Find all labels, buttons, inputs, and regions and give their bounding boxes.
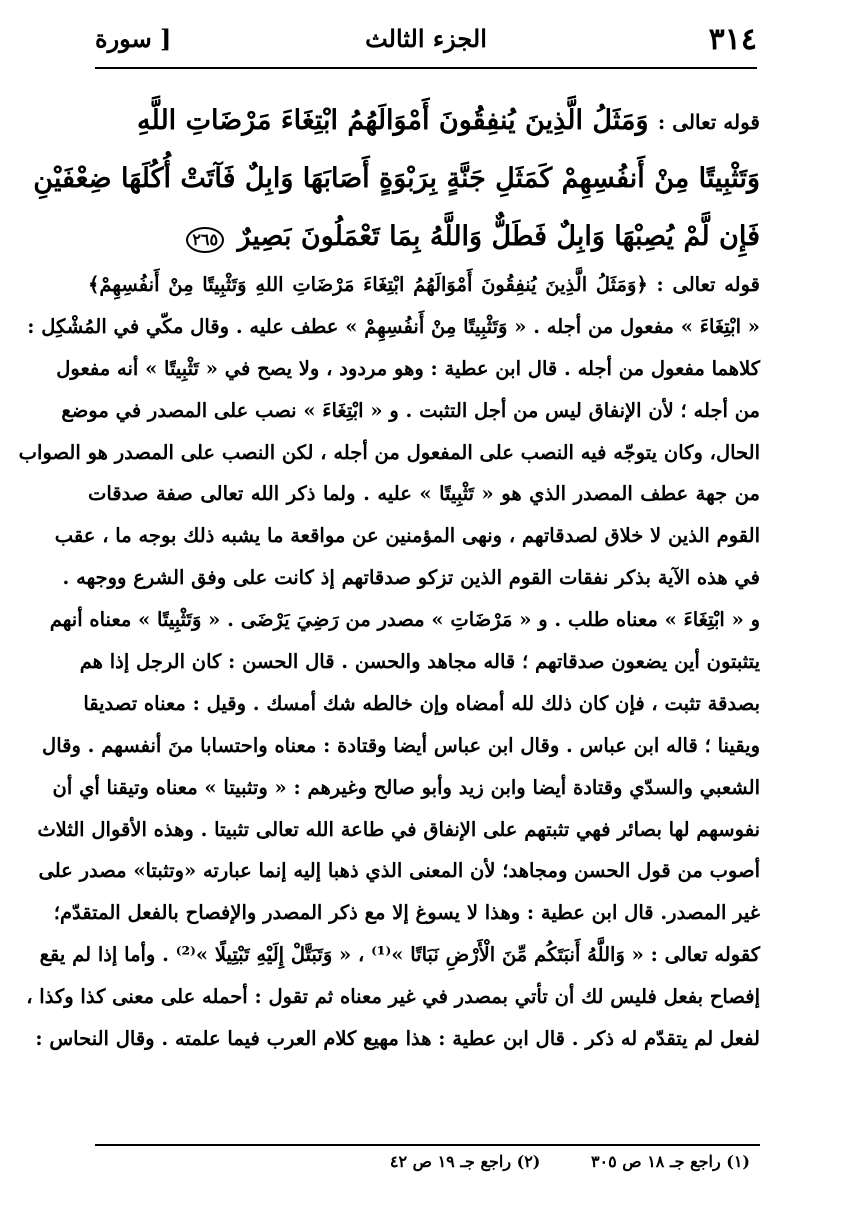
footnote: (١) راجع جـ ١٨ ص ٣٠٥ — [590, 1152, 750, 1171]
text-line: ويقينا ؛ قاله ابن عباس . وقال ابن عباس أيضا وقتادة : معناه واحتسابا منَ أنفسهم . وقال — [42, 733, 760, 757]
header-divider — [95, 67, 757, 69]
verse-line — [88, 92, 760, 150]
verse-text: وَمَثَلُ الَّذِينَ يُنفِقُونَ أَمْوَالَهُمُ ابْتِغَاءَ مَرْضَاتِ اللَّهِ — [137, 105, 649, 136]
section-label: [ سورة — [95, 24, 172, 53]
verse-text: فَإِن لَّمْ يُصِبْهَا وَابِلٌ فَطَلٌّ وَاللَّهُ بِمَا تَعْمَلُونَ بَصِيرٌ — [237, 221, 760, 252]
text-line: نفوسهم لها بصائر فهي تثبتهم على الإنفاق في طاعة الله تعالى تثبيتا . وهذه الأقوال الثلاث — [37, 817, 760, 841]
text-line: بصدقة تثبت ، فإن كان ذلك لله أمضاه وإن خالطه شك أمسك . وقيل : معناه تصديقا — [83, 691, 760, 715]
text-line: كقوله تعالى : « وَاللَّهُ أَنبَتَكُم مِّنَ الْأَرْضِ نَبَاتًا »⁽¹⁾ ، « وَتَبَتَّلْ إِلَيْهِ تَبْتِيلًا »⁽²⁾ . وأما إذا لم يقع — [39, 943, 760, 967]
footnote: (٢) راجع جـ ١٩ ص ٤٢ — [389, 1152, 541, 1171]
text-line: أصوب من قول الحسن ومجاهد؛ لأن المعنى الذي ذهبا إليه إنما عبارته «وتثبتا» مصدر على — [38, 859, 760, 883]
commentary-text — [18, 264, 760, 1060]
text-line: الحال، وكان يتوجّه فيه النصب على المفعول من أجله ، لكن النصب على المصدر هو الصواب — [18, 440, 760, 464]
running-title: الجزء الثالث — [365, 24, 487, 53]
text-line: لفعل لم يتقدّم له ذكر . قال ابن عطية : هذا مهيع كلام العرب فيما علمته . وقال النحاس : — [35, 1027, 760, 1051]
text-line: كلاهما مفعول من أجله . قال ابن عطية : وهو مردود ، ولا يصح في « تَثْبِيتًا » أنه مفعول — [56, 356, 760, 380]
verse-line — [88, 208, 760, 266]
verse-line: وَتَثْبِيتًا مِنْ أَنفُسِهِمْ كَمَثَلِ جَنَّةٍ بِرَبْوَةٍ أَصَابَهَا وَابِلٌ فَآتَتْ أُكُلَهَا ضِعْفَيْنِ — [33, 163, 760, 194]
text-line: غير المصدر. قال ابن عطية : وهذا لا يسوغ إلا مع ذكر المصدر والإفصاح بالفعل المتقدّم؛ — [53, 901, 760, 925]
text-line: الشعبي والسدّي وقتادة أيضا وابن زيد وأبو صالح وغيرهم : « وتثبيتا » معناه وتيقنا أي أن — [52, 775, 760, 799]
page-number: ٣١٤ — [708, 22, 757, 57]
text-line: من أجله ؛ لأن الإنفاق ليس من أجل التثبت . و « ابْتِغَاءَ » نصب على المصدر في موضع — [61, 398, 760, 422]
page-header — [95, 22, 757, 64]
footnote-divider — [95, 1144, 760, 1146]
text-line: من جهة عطف المصدر الذي هو « تَثْبِيتًا » عليه . ولما ذكر الله تعالى صفة صدقات — [88, 482, 760, 506]
text-line: و « ابْتِغَاءَ » معناه طلب . و « مَرْضَاتِ » مصدر من رَضِيَ يَرْضَى . « وَتَثْبِيتًا » معناه أنهم — [49, 608, 760, 632]
text-line: إفصاح بفعل فليس لك أن تأتي بمصدر في غير معناه ثم تقول : أحمله على معنى كذا وكذا ، — [26, 985, 760, 1009]
text-line: يتثبتون أين يضعون صدقاتهم ؛ قاله مجاهد والحسن . قال الحسن : كان الرجل إذا هم — [79, 650, 760, 674]
quran-verse-block — [33, 92, 760, 266]
verse-label: قوله تعالى : — [657, 110, 760, 134]
text-line: القوم الذين لا خلاق لصدقاتهم ، ونهى المؤمنين عن مواقعة ما يشبه ذلك بوجه ما ، عقب — [54, 524, 760, 548]
text-line: « ابْتِغَاءَ » مفعول من أجله . « وَتَثْبِيتًا مِنْ أَنفُسِهِمْ » عطف عليه . وقال مكّي في المُشْكِل : — [27, 314, 760, 338]
footnotes — [330, 1152, 750, 1171]
text-line: في هذه الآية بذكر نفقات القوم الذين تزكو صدقاتهم إذ كانت على وفق الشرع ووجهه . — [62, 566, 760, 590]
ayah-number-badge: ٢٦٥ — [186, 227, 224, 253]
text-line: قوله تعالى : ﴿وَمَثَلُ الَّذِينَ يُنفِقُونَ أَمْوَالَهُمُ ابْتِغَاءَ مَرْضَاتِ اللهِ وَتَثْبِيتًا مِنْ أَنفُسِهِمْ﴾ — [88, 273, 760, 296]
